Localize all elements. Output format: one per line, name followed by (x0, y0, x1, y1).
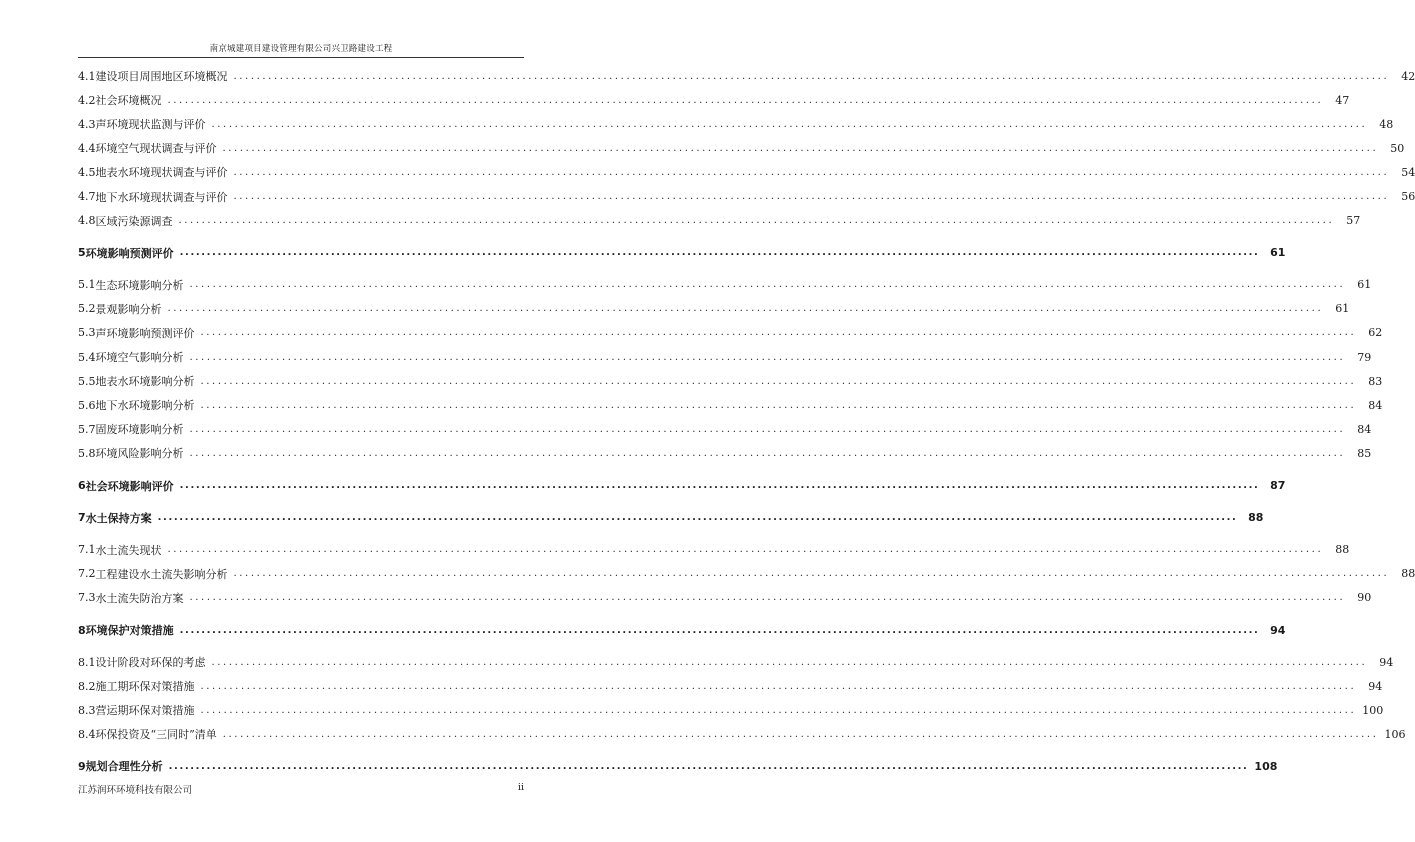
toc-entry-title: 工程建设水土流失影响分析 (95, 567, 228, 581)
toc-entry-title: 环境保护对策措施 (85, 624, 174, 638)
toc-entry-title: 环境影响预测评价 (85, 246, 174, 260)
toc-entry-page: 84 (1357, 422, 1372, 436)
toc-entry-page: 47 (1335, 93, 1350, 107)
toc-entry-number: 4.1 (78, 69, 96, 83)
dot-leader: ........................................................................................................................................................................................................ (233, 70, 1390, 82)
toc-section-entry[interactable] (78, 273, 1372, 297)
toc-entry-page: 94 (1379, 655, 1394, 669)
toc-entry-page: 88 (1248, 511, 1264, 525)
toc-entry-title: 设计阶段对环保的考虑 (95, 656, 206, 670)
dot-leader: ........................................................................................................................................................................................................ (167, 544, 1324, 556)
toc-chapter-entry[interactable] (78, 474, 1286, 498)
toc-chapter-entry[interactable] (78, 506, 1264, 530)
toc-entry-title: 社会环境影响评价 (85, 479, 174, 493)
toc-entry-page: 61 (1270, 246, 1286, 260)
toc-entry-title: 建设项目周围地区环境概况 (95, 70, 228, 84)
toc-section-entry[interactable] (78, 64, 1415, 88)
toc-entry-title: 环境空气现状调查与评价 (95, 142, 217, 156)
toc-entry-page: 83 (1368, 374, 1383, 388)
toc-section-entry[interactable] (78, 321, 1383, 345)
toc-entry-title: 声环境影响预测评价 (95, 326, 195, 340)
dot-leader: ........................................................................................................................................................................................................ (211, 656, 1368, 668)
toc-entry-page: 84 (1368, 398, 1383, 412)
dot-leader: ........................................................................................................................................................................................................ (211, 118, 1368, 130)
toc-entry-page: 108 (1254, 759, 1278, 773)
dot-leader: ........................................................................................................................................................................................................ (189, 447, 1346, 459)
toc-section-entry[interactable] (78, 369, 1383, 393)
toc-entry-page: 79 (1357, 350, 1372, 364)
toc-entry-number: 4.3 (78, 117, 96, 131)
toc-entry-page: 90 (1357, 591, 1372, 605)
dot-leader: ........................................................................................................................................................................................................ (167, 303, 1324, 315)
footer-company: 江苏润环环境科技有限公司 (78, 785, 193, 796)
header-rule (78, 57, 524, 58)
dot-leader: ........................................................................................................................................................................................................ (200, 375, 1357, 387)
toc-section-entry[interactable] (78, 538, 1350, 562)
toc-entry-number: 4.5 (78, 165, 96, 179)
toc-entry-title: 声环境现状监测与评价 (95, 118, 206, 132)
toc-entry-number: 8.4 (78, 727, 96, 741)
toc-entry-number: 4.2 (78, 93, 96, 107)
toc-entry-number: 5.6 (78, 398, 96, 412)
dot-leader: ........................................................................................................................................................................................................ (157, 512, 1238, 524)
toc-chapter-entry[interactable] (78, 754, 1278, 778)
toc-entry-number: 9 (78, 759, 86, 773)
dot-leader: ........................................................................................................................................................................................................ (222, 142, 1379, 154)
page-header: 南京城建项目建设管理有限公司兴卫路建设工程 (209, 44, 393, 54)
toc-section-entry[interactable] (78, 650, 1394, 674)
toc-section-entry[interactable] (78, 88, 1350, 112)
table-of-contents (78, 64, 1415, 779)
toc-entry-number: 8.3 (78, 703, 96, 717)
dot-leader: ........................................................................................................................................................................................................ (233, 191, 1390, 203)
toc-entry-page: 48 (1379, 117, 1394, 131)
dot-leader: ........................................................................................................................................................................................................ (178, 215, 1335, 227)
dot-leader: ........................................................................................................................................................................................................ (200, 327, 1357, 339)
toc-section-entry[interactable] (78, 674, 1383, 698)
dot-leader: ........................................................................................................................................................................................................ (200, 680, 1357, 692)
toc-entry-title: 环境风险影响分析 (95, 447, 184, 461)
dot-leader: ........................................................................................................................................................................................................ (179, 247, 1260, 259)
toc-entry-page: 88 (1401, 567, 1415, 581)
toc-entry-title: 地表水环境影响分析 (95, 375, 195, 389)
dot-leader: ........................................................................................................................................................................................................ (179, 480, 1260, 492)
toc-entry-title: 水土保持方案 (85, 511, 152, 525)
toc-entry-title: 施工期环保对策措施 (95, 680, 195, 694)
dot-leader: ........................................................................................................................................................................................................ (189, 279, 1346, 291)
toc-section-entry[interactable] (78, 722, 1406, 746)
toc-entry-page: 42 (1401, 69, 1415, 83)
dot-leader: ........................................................................................................................................................................................................ (200, 399, 1357, 411)
toc-entry-title: 水土流失防治方案 (95, 591, 184, 605)
toc-entry-title: 营运期环保对策措施 (95, 704, 195, 718)
toc-entry-title: 环保投资及“三同时”清单 (95, 728, 217, 742)
toc-entry-title: 固废环境影响分析 (95, 423, 184, 437)
toc-section-entry[interactable] (78, 209, 1361, 233)
toc-section-entry[interactable] (78, 417, 1372, 441)
toc-entry-page: 94 (1270, 623, 1286, 637)
toc-entry-page: 85 (1357, 446, 1372, 460)
toc-section-entry[interactable] (78, 184, 1415, 208)
dot-leader: ........................................................................................................................................................................................................ (168, 760, 1249, 772)
toc-entry-page: 87 (1270, 479, 1286, 493)
toc-entry-page: 56 (1401, 190, 1415, 204)
toc-section-entry[interactable] (78, 441, 1372, 465)
dot-leader: ........................................................................................................................................................................................................ (233, 166, 1390, 178)
toc-entry-title: 规划合理性分析 (85, 760, 163, 774)
toc-entry-number: 5.3 (78, 326, 96, 340)
toc-entry-number: 5.7 (78, 422, 96, 436)
toc-entry-page: 62 (1368, 326, 1383, 340)
toc-section-entry[interactable] (78, 160, 1415, 184)
toc-entry-page: 88 (1335, 543, 1350, 557)
toc-entry-number: 7 (78, 511, 86, 525)
toc-entry-page: 61 (1357, 278, 1372, 292)
toc-entry-number: 5.2 (78, 302, 96, 316)
dot-leader: ........................................................................................................................................................................................................ (167, 94, 1324, 106)
toc-chapter-entry[interactable] (78, 618, 1286, 642)
toc-section-entry[interactable] (78, 562, 1415, 586)
dot-leader: ........................................................................................................................................................................................................ (189, 423, 1346, 435)
toc-entry-page: 100 (1362, 703, 1384, 717)
toc-entry-title: 环境空气影响分析 (95, 351, 184, 365)
toc-entry-number: 4.8 (78, 214, 96, 228)
toc-entry-number: 7.2 (78, 567, 96, 581)
toc-entry-number: 5 (78, 246, 86, 260)
toc-entry-number: 5.5 (78, 374, 96, 388)
toc-entry-number: 4.7 (78, 190, 96, 204)
toc-entry-page: 54 (1401, 165, 1415, 179)
toc-entry-number: 8.1 (78, 655, 96, 669)
toc-section-entry[interactable] (78, 297, 1350, 321)
toc-section-entry[interactable] (78, 345, 1372, 369)
dot-leader: ........................................................................................................................................................................................................ (233, 568, 1390, 580)
toc-entry-title: 水土流失现状 (95, 543, 162, 557)
toc-entry-number: 8.2 (78, 679, 96, 693)
dot-leader: ........................................................................................................................................................................................................ (189, 351, 1346, 363)
toc-section-entry[interactable] (78, 586, 1372, 610)
toc-entry-page: 57 (1346, 214, 1361, 228)
toc-entry-number: 6 (78, 479, 86, 493)
toc-entry-number: 8 (78, 623, 86, 637)
footer-page-number: ii (517, 782, 524, 793)
toc-entry-title: 社会环境概况 (95, 94, 162, 108)
toc-section-entry[interactable] (78, 136, 1405, 160)
toc-entry-title: 景观影响分析 (95, 302, 162, 316)
toc-entry-number: 7.1 (78, 543, 96, 557)
dot-leader: ........................................................................................................................................................................................................ (179, 624, 1260, 636)
toc-section-entry[interactable] (78, 393, 1383, 417)
toc-section-entry[interactable] (78, 698, 1384, 722)
toc-entry-title: 生态环境影响分析 (95, 278, 184, 292)
toc-entry-number: 7.3 (78, 591, 96, 605)
toc-entry-number: 5.4 (78, 350, 96, 364)
dot-leader: ........................................................................................................................................................................................................ (200, 704, 1357, 716)
toc-entry-page: 106 (1384, 727, 1406, 741)
dot-leader: ........................................................................................................................................................................................................ (222, 728, 1379, 740)
toc-entry-title: 地表水环境现状调查与评价 (95, 166, 228, 180)
toc-entry-title: 区域污染源调查 (95, 214, 173, 228)
toc-entry-number: 5.8 (78, 446, 96, 460)
toc-entry-title: 地下水环境现状调查与评价 (95, 190, 228, 204)
toc-entry-page: 94 (1368, 679, 1383, 693)
toc-entry-title: 地下水环境影响分析 (95, 399, 195, 413)
toc-entry-number: 5.1 (78, 278, 96, 292)
toc-entry-number: 4.4 (78, 141, 96, 155)
toc-entry-page: 50 (1390, 141, 1405, 155)
toc-chapter-entry[interactable] (78, 241, 1286, 265)
toc-entry-page: 61 (1335, 302, 1350, 316)
toc-section-entry[interactable] (78, 112, 1394, 136)
dot-leader: ........................................................................................................................................................................................................ (189, 592, 1346, 604)
